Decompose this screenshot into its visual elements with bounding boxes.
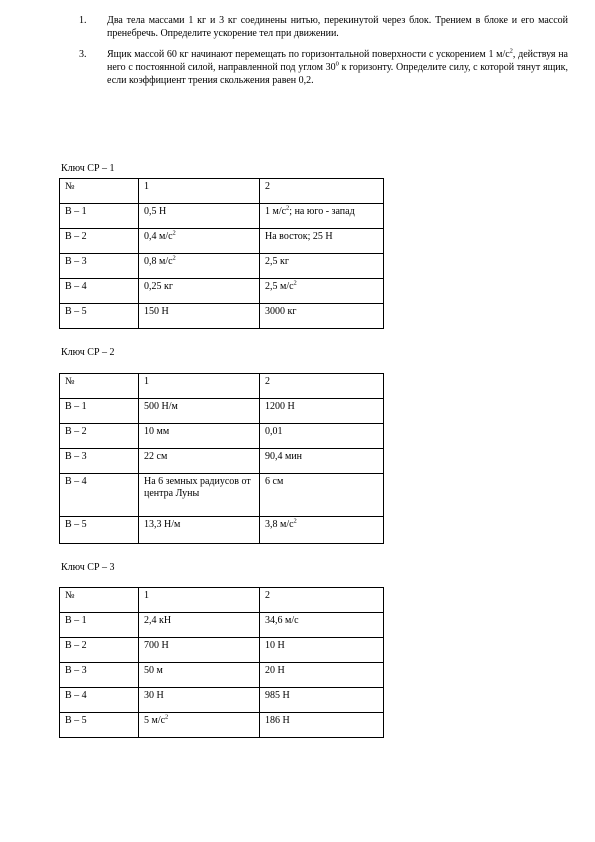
key-title: Ключ СР – 2 — [61, 347, 115, 358]
cell-text: 5 м/с — [144, 715, 166, 726]
table-row — [60, 613, 384, 638]
answer-cell — [139, 517, 260, 544]
variant-cell — [60, 688, 139, 713]
table-row — [60, 254, 384, 279]
cell-text: 0,25 кг — [144, 281, 173, 292]
answer-cell — [139, 279, 260, 304]
cell-text: 985 Н — [265, 690, 290, 701]
answer-cell — [139, 474, 260, 517]
variant-cell — [60, 279, 139, 304]
cell-text: 30 Н — [144, 690, 164, 701]
cell-text: В – 5 — [65, 306, 87, 317]
cell-text: В – 1 — [65, 401, 87, 412]
problem-text-part: Ящик массой 60 кг начинают перемещать по горизонтальной поверхности с ускорением 1 м/с — [107, 49, 510, 60]
header-cell: 2 — [260, 179, 384, 204]
variant-cell — [60, 399, 139, 424]
variant-cell — [60, 204, 139, 229]
cell-text: 1 м/с — [265, 206, 287, 217]
cell-text: 0,8 м/с — [144, 256, 173, 267]
cell-text: 1200 Н — [265, 401, 295, 412]
table-row — [60, 663, 384, 688]
cell-text: На 6 земных радиусов от центра Луны — [144, 476, 251, 499]
superscript: 2 — [172, 254, 176, 262]
answer-cell — [260, 279, 384, 304]
superscript: 2 — [165, 713, 169, 721]
cell-text: В – 5 — [65, 715, 87, 726]
table-row — [60, 304, 384, 329]
answer-key-table — [59, 178, 384, 329]
table-row — [60, 688, 384, 713]
cell-text: 3,8 м/с — [265, 519, 294, 530]
header-cell: 1 — [139, 588, 260, 613]
cell-text: В – 3 — [65, 665, 87, 676]
answer-cell — [260, 399, 384, 424]
superscript: 0 — [335, 60, 339, 68]
key-title: Ключ СР – 1 — [61, 163, 115, 174]
answer-cell — [260, 613, 384, 638]
table-row — [60, 399, 384, 424]
answer-cell — [139, 204, 260, 229]
header-cell: 2 — [260, 588, 384, 613]
answer-cell — [139, 399, 260, 424]
table-row — [60, 713, 384, 738]
answer-cell — [260, 688, 384, 713]
variant-cell — [60, 424, 139, 449]
answer-cell — [139, 304, 260, 329]
variant-cell — [60, 713, 139, 738]
cell-text: 13,3 Н/м — [144, 519, 181, 530]
table-row — [60, 424, 384, 449]
variant-cell — [60, 663, 139, 688]
header-cell: 2 — [260, 374, 384, 399]
problem-number: 1. — [79, 15, 87, 26]
variant-cell — [60, 254, 139, 279]
header-cell: № — [60, 179, 139, 204]
cell-text: 2,5 кг — [265, 256, 289, 267]
cell-text: 2,5 м/с — [265, 281, 294, 292]
cell-text: 34,6 м/с — [265, 615, 299, 626]
cell-text: В – 2 — [65, 231, 87, 242]
table-header-row — [60, 588, 384, 613]
cell-text: 700 Н — [144, 640, 169, 651]
answer-cell — [139, 713, 260, 738]
cell-text: В – 4 — [65, 281, 87, 292]
answer-cell — [139, 449, 260, 474]
answer-cell — [260, 663, 384, 688]
cell-text: 50 м — [144, 665, 163, 676]
superscript: 2 — [286, 204, 290, 212]
header-cell: 1 — [139, 374, 260, 399]
cell-text: 20 Н — [265, 665, 285, 676]
cell-text: В – 5 — [65, 519, 87, 530]
answer-key-table — [59, 373, 384, 544]
cell-text: 10 мм — [144, 426, 170, 437]
problem-text: Два тела массами 1 кг и 3 кг соединены нитью, перекинутой через блок. Трением в блоке и его массой пренебречь. Определите ускорение тел при движении. — [107, 15, 568, 39]
cell-text: 6 см — [265, 476, 284, 487]
answer-cell — [260, 517, 384, 544]
superscript: 2 — [509, 47, 513, 55]
variant-cell — [60, 474, 139, 517]
superscript: 2 — [293, 517, 297, 525]
header-cell: № — [60, 588, 139, 613]
table-row — [60, 204, 384, 229]
answer-cell — [260, 254, 384, 279]
answer-key-table — [59, 587, 384, 738]
answer-cell — [139, 688, 260, 713]
table-row — [60, 517, 384, 544]
table-row — [60, 449, 384, 474]
variant-cell — [60, 613, 139, 638]
table-row — [60, 229, 384, 254]
table-header-row — [60, 179, 384, 204]
key-title: Ключ СР – 3 — [61, 562, 115, 573]
cell-text: 90,4 мин — [265, 451, 303, 462]
cell-text: В – 1 — [65, 206, 87, 217]
cell-text: В – 2 — [65, 426, 87, 437]
problem-text-part: к горизонту. Определите силу, с которой тянут ящик, если коэффициент трения скольжения равен 0,2. — [107, 62, 568, 86]
variant-cell — [60, 304, 139, 329]
answer-cell — [260, 229, 384, 254]
problem-text — [107, 48, 568, 87]
header-cell: 1 — [139, 179, 260, 204]
cell-text: В – 1 — [65, 615, 87, 626]
problem-1 — [59, 14, 568, 40]
answer-cell — [260, 304, 384, 329]
cell-text: В – 3 — [65, 256, 87, 267]
answer-cell — [139, 638, 260, 663]
answer-cell — [260, 474, 384, 517]
problem-list — [59, 14, 568, 95]
header-cell: № — [60, 374, 139, 399]
answer-cell — [139, 613, 260, 638]
variant-cell — [60, 638, 139, 663]
variant-cell — [60, 229, 139, 254]
cell-text: В – 2 — [65, 640, 87, 651]
answer-cell — [260, 638, 384, 663]
cell-text: В – 3 — [65, 451, 87, 462]
superscript: 2 — [172, 229, 176, 237]
cell-text: 10 Н — [265, 640, 285, 651]
answer-cell — [260, 713, 384, 738]
cell-text: В – 4 — [65, 476, 87, 487]
table-header-row — [60, 374, 384, 399]
cell-text: 0,5 Н — [144, 206, 167, 217]
cell-text: ; на юго - запад — [289, 206, 355, 217]
answer-cell — [260, 204, 384, 229]
variant-cell — [60, 449, 139, 474]
cell-text: 150 Н — [144, 306, 169, 317]
cell-text: 22 см — [144, 451, 168, 462]
problem-text-part: , действуя на него с постоянной силой, направленной под углом 30 — [107, 49, 568, 73]
cell-text: 0,4 м/с — [144, 231, 173, 242]
cell-text: 0,01 — [265, 426, 283, 437]
answer-cell — [139, 229, 260, 254]
table-row — [60, 638, 384, 663]
answer-cell — [139, 663, 260, 688]
cell-text: 186 Н — [265, 715, 290, 726]
superscript: 2 — [293, 279, 297, 287]
cell-text: 3000 кг — [265, 306, 297, 317]
table-row — [60, 474, 384, 517]
answer-cell — [139, 424, 260, 449]
answer-cell — [139, 254, 260, 279]
cell-text: 500 Н/м — [144, 401, 178, 412]
cell-text: В – 4 — [65, 690, 87, 701]
answer-cell — [260, 424, 384, 449]
cell-text: На восток; 25 Н — [265, 231, 333, 242]
answer-cell — [260, 449, 384, 474]
cell-text: 2,4 кН — [144, 615, 172, 626]
problem-number: 3. — [79, 49, 87, 60]
problem-3 — [59, 48, 568, 87]
variant-cell — [60, 517, 139, 544]
table-row — [60, 279, 384, 304]
